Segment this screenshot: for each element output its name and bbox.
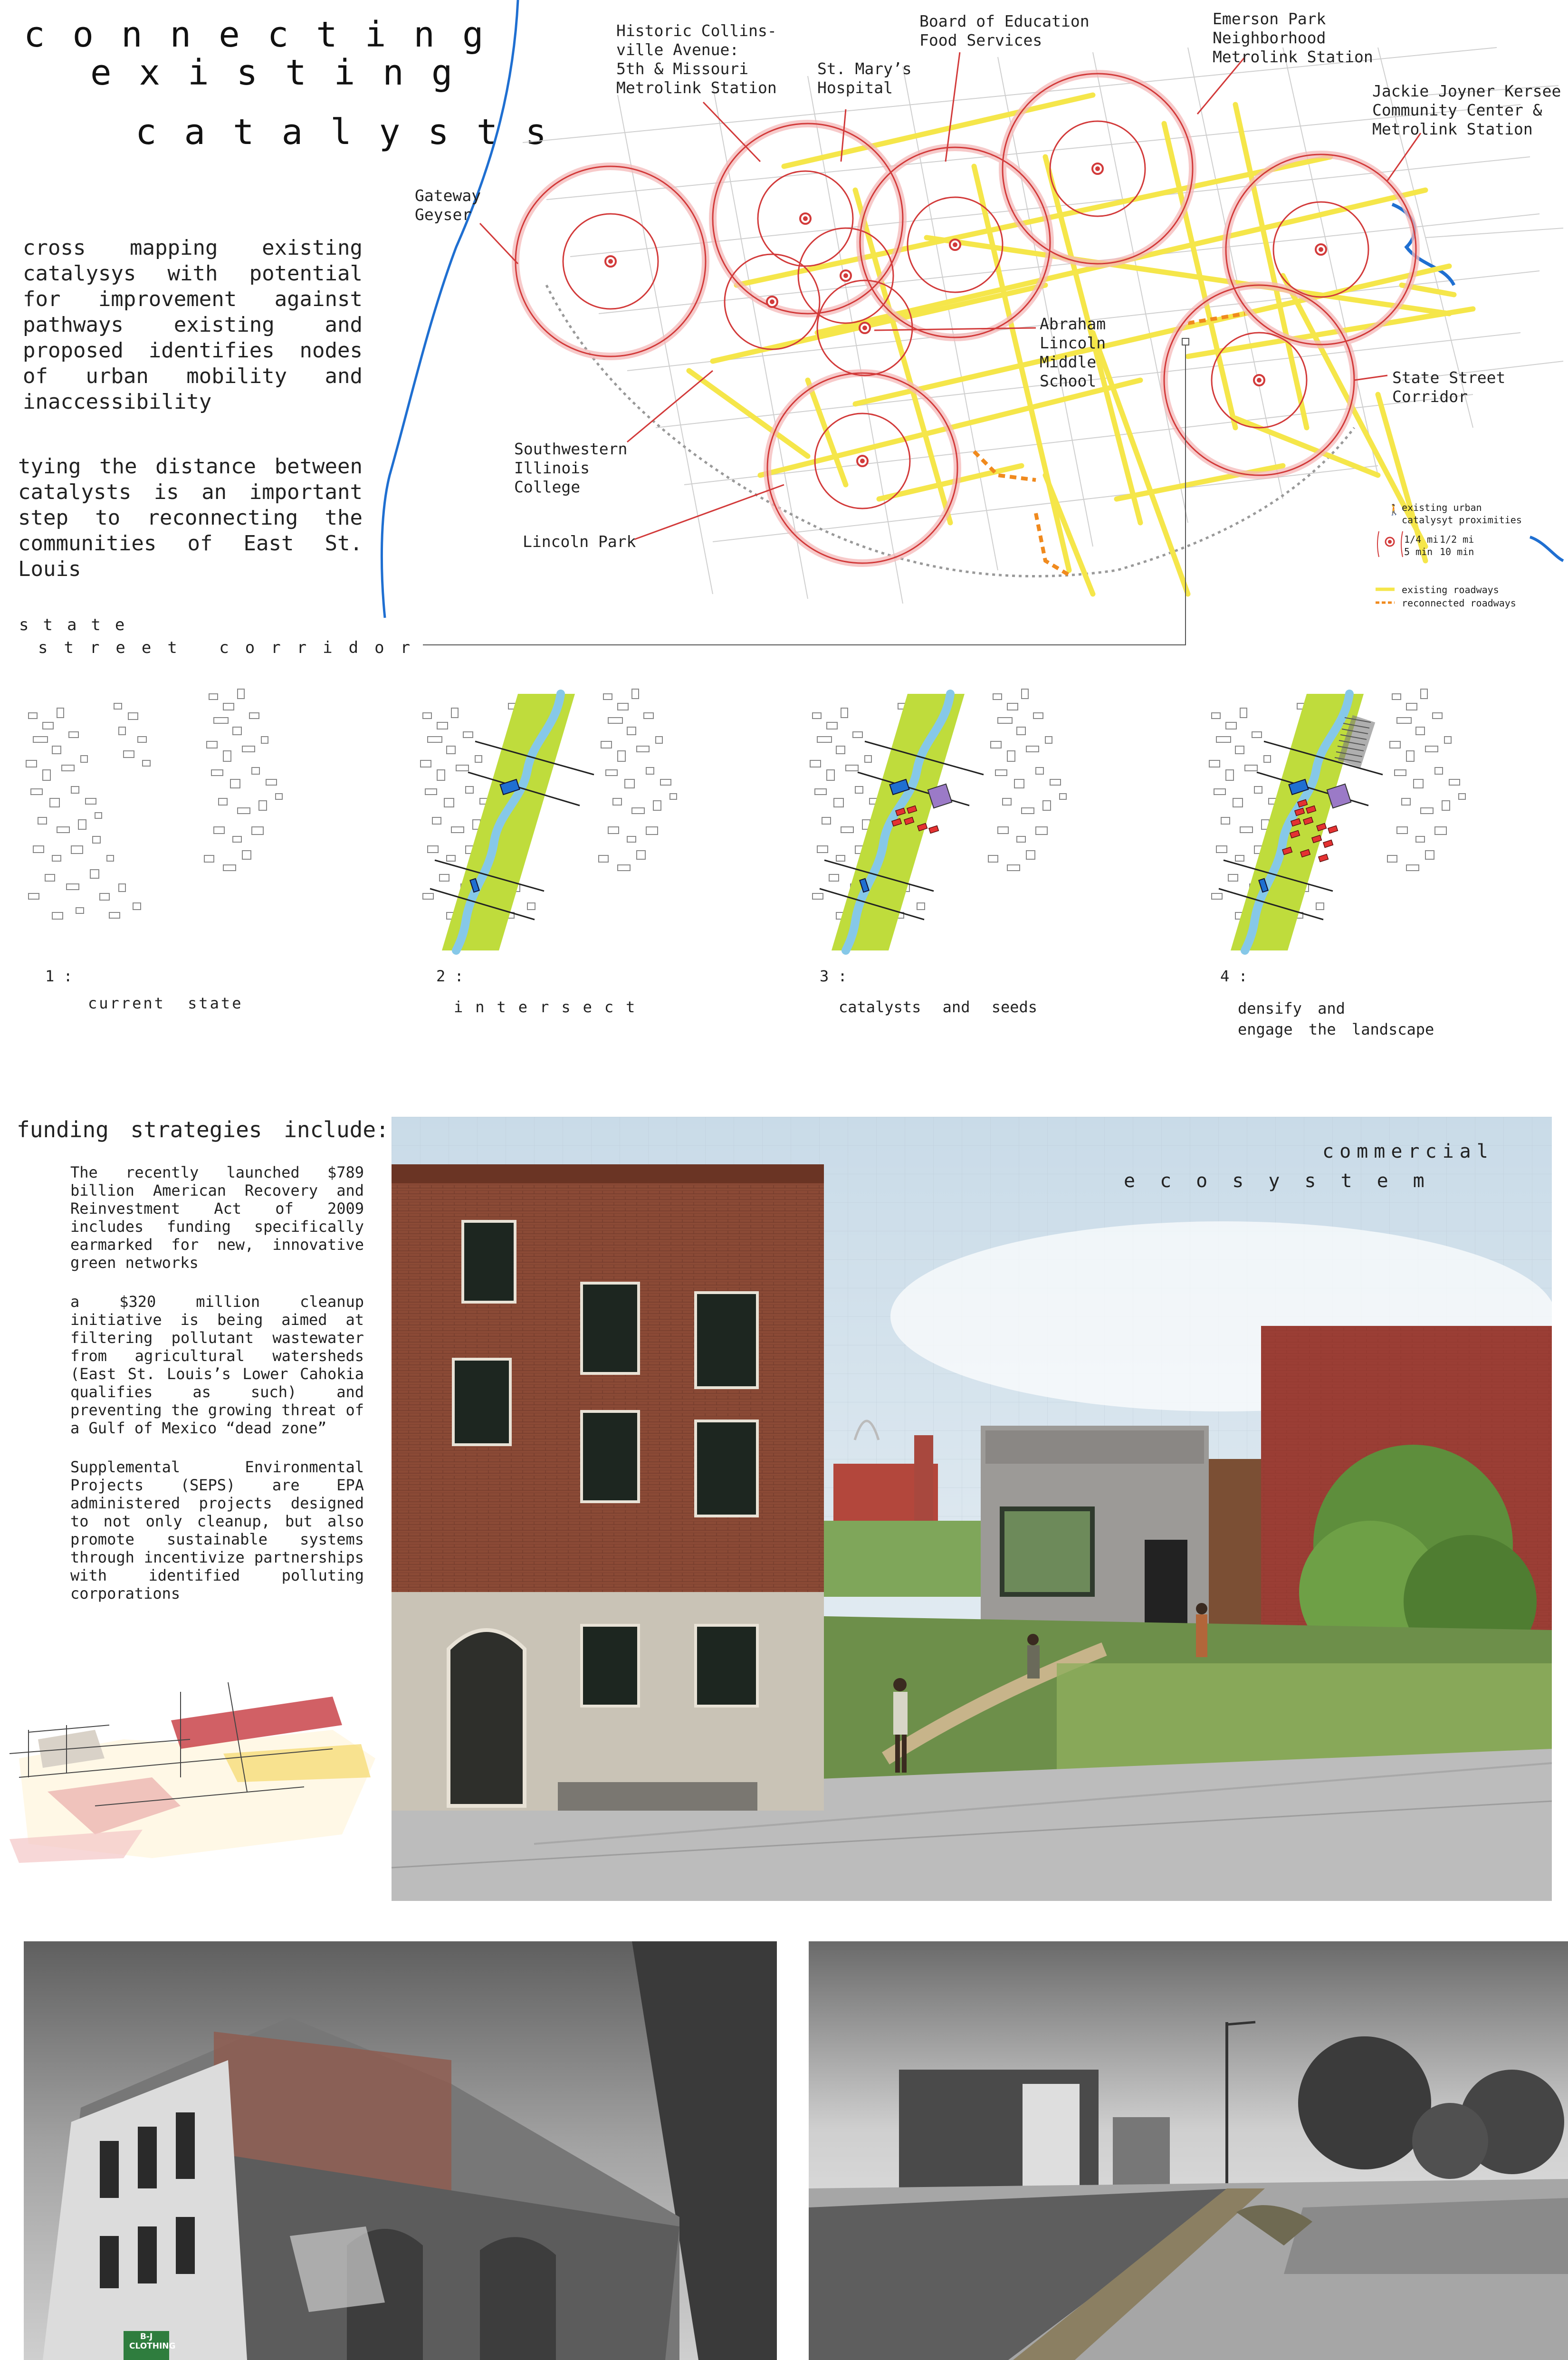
funding-list [70, 1163, 364, 1623]
label-lincoln-park: Lincoln Park [523, 532, 636, 551]
clothing-sign [129, 2332, 176, 2351]
corridor-callout-marker [1182, 338, 1189, 345]
step-4-number: 4 : [1220, 967, 1248, 985]
render-illustration [392, 1117, 1552, 1901]
render-label-line-2: ecosystem [1124, 1170, 1449, 1192]
title-line-1: connecting [24, 14, 511, 55]
step-2-caption: intersect [454, 998, 648, 1016]
commercial-ecosystem-render [392, 1117, 1552, 1901]
title-line-3: catalysts [135, 112, 574, 153]
step-1-number: 1 : [45, 967, 73, 985]
legend-half-mile: 1/2 mi 10 min [1440, 534, 1474, 557]
legend-proximity: existing urban catalysyt proximities [1402, 502, 1522, 526]
legend-reconnected-roadways: reconnected roadways [1402, 597, 1516, 609]
legend-quarter-mile: 1/4 mi 5 min [1404, 534, 1439, 557]
title-line-2: existing [90, 52, 480, 93]
photo-vacant-street [809, 1941, 1568, 2360]
step-3-caption: catalysts and seeds [839, 998, 1038, 1016]
funding-item-2: a $320 million cleanup initiative is being aimed at filtering pollutant wastewater from agricultural watersheds (East St. Louis’s Lower Cahokia qualifies as such) and preventing the growing threat of a Gulf of Mexico “dead zone” [70, 1293, 364, 1437]
catalyst-map [0, 0, 1568, 656]
corridor-label-line-2: street corridor [38, 638, 427, 657]
label-emerson-park: Emerson Park Neighborhood Metrolink Station [1213, 10, 1373, 66]
label-abraham-lincoln: Abraham Lincoln Middle School [1040, 315, 1106, 390]
diagram-intersect [421, 689, 677, 950]
step-3-number: 3 : [820, 967, 847, 985]
diagram-catalysts-and-seeds [810, 689, 1066, 950]
pedestrian-icon: 🚶 [1387, 504, 1401, 516]
diagram-densify [1209, 689, 1465, 950]
label-state-street: State Street Corridor [1392, 368, 1506, 406]
clothing-sign-line-1: B-J [140, 2332, 153, 2341]
creek-east [1530, 537, 1563, 561]
label-jackie-joyner: Jackie Joyner Kersee Community Center & Metrolink Station [1372, 82, 1561, 138]
funding-heading: funding strategies include: [17, 1117, 389, 1142]
intro-paragraph-2: tying the distance between catalysts is an important step to reconnecting the communities of East St. Louis [18, 454, 363, 581]
photo-vacant-street-illustration [809, 1941, 1568, 2360]
diagram-current-state [26, 689, 282, 919]
legend-existing-roadways: existing roadways [1402, 584, 1499, 595]
funding-item-1: The recently launched $789 billion American Recovery and Reinvestment Act of 2009 includes funding specifically earmarked for new, innovative green networks [70, 1163, 364, 1272]
label-board-of-education: Board of Education Food Services [919, 12, 1090, 49]
map-legend-graphics [1376, 504, 1403, 603]
step-1-caption: current state [88, 994, 243, 1012]
clothing-sign-line-2: CLOTHING [129, 2341, 176, 2351]
photo-historic-facades-illustration [24, 1941, 777, 2360]
photo-historic-facades [24, 1941, 777, 2360]
label-southwestern: Southwestern Illinois College [514, 440, 628, 496]
corridor-diagrams [0, 656, 1568, 965]
step-4-caption: densify and engage the landscape [1238, 999, 1434, 1038]
mississippi-river [382, 0, 518, 618]
intro-paragraph-1: cross mapping existing catalysys with potential for improvement against pathways existing and proposed identifies nodes of urban mobility and inaccessibility [23, 236, 363, 414]
label-collinsville: Historic Collins- ville Avenue: 5th & Missouri Metrolink Station [616, 21, 777, 97]
label-st-marys: St. Mary’s Hospital [817, 59, 912, 97]
funding-item-3: Supplemental Environmental Projects (SEPS) are EPA administered projects designed to not only cleanup, but also promote sustainable systems through incentivize partnerships with identified polluting corporations [70, 1458, 364, 1602]
label-gateway-geyser: Gateway Geyser [415, 186, 481, 224]
corridor-label-line-1: state [19, 615, 139, 634]
render-label-line-1: commercial [1322, 1141, 1494, 1162]
step-2-number: 2 : [436, 967, 464, 985]
watercolor-sketch [0, 1635, 385, 1872]
